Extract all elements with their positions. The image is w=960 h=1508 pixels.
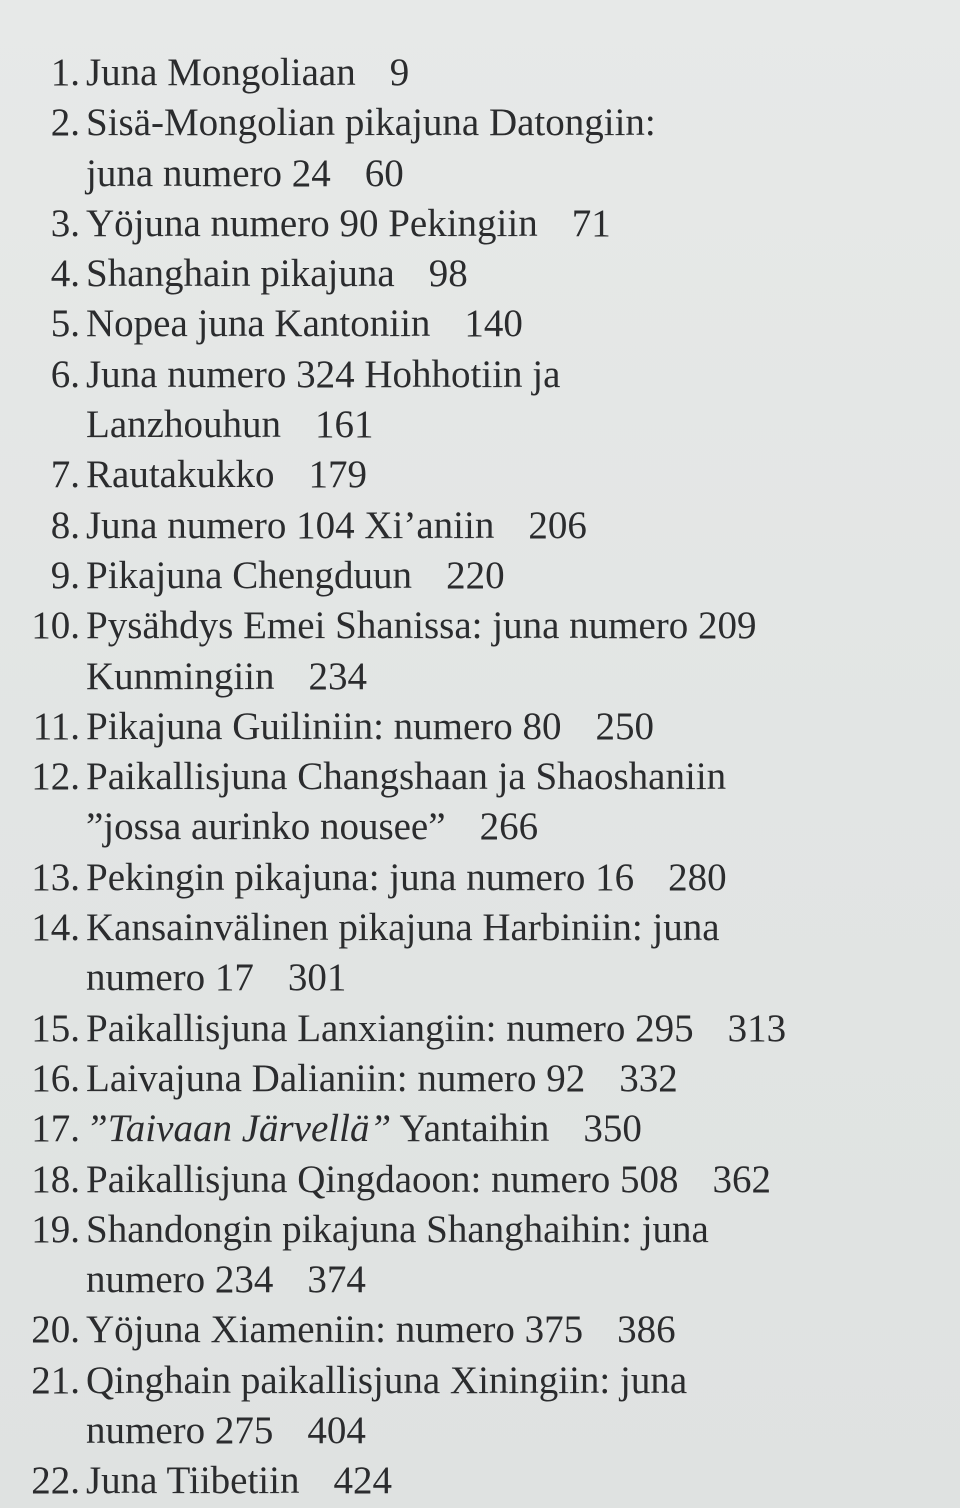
page-number: 71 <box>571 201 611 245</box>
entry-number: 9. <box>50 553 80 597</box>
entry-title: Shandongin pikajuna Shanghaihin: juna <box>86 1207 709 1251</box>
entry-title: Qinghain paikallisjuna Xiningiin: juna <box>86 1358 688 1402</box>
entry-number: 20. <box>31 1308 80 1352</box>
entry-title: Rautakukko <box>86 453 275 497</box>
entry-number: 3. <box>50 201 80 245</box>
entry-title-italic: ”Taivaan Järvellä” <box>86 1107 392 1151</box>
entry-number: 1. <box>50 51 80 94</box>
page-number: 234 <box>308 654 368 698</box>
toc-entry-21 <box>0 1356 960 1457</box>
entry-title: Nopea juna Kantoniin <box>86 302 431 346</box>
entry-number: 17. <box>31 1107 80 1151</box>
entry-title: Juna Mongoliaan <box>86 51 356 94</box>
page-number: 161 <box>314 403 374 447</box>
entry-title: Shanghain pikajuna <box>86 252 395 296</box>
entry-number: 14. <box>31 906 80 950</box>
page-number: 350 <box>583 1107 642 1151</box>
entry-title-continued: juna numero 24 <box>86 151 331 195</box>
toc-entry-3 <box>0 199 960 249</box>
page-number: 206 <box>528 503 587 547</box>
page-number: 9 <box>389 51 410 94</box>
entry-title: Juna numero 324 Hohhotiin ja <box>86 352 561 396</box>
page-number: 280 <box>668 855 727 899</box>
page-number: 404 <box>307 1409 366 1453</box>
entry-number: 12. <box>31 755 80 799</box>
page-number: 220 <box>446 553 505 597</box>
page-number: 60 <box>364 151 404 195</box>
entry-title: Pikajuna Guiliniin: numero 80 <box>86 704 562 748</box>
entry-title: Yantaihin <box>399 1107 550 1151</box>
toc-entry-1 <box>0 48 960 98</box>
toc-entry-4 <box>0 249 960 299</box>
entry-title-continued: numero 234 <box>86 1258 274 1302</box>
toc-entry-13 <box>0 853 960 903</box>
toc-entry-10 <box>0 601 960 702</box>
entry-number: 13. <box>31 855 80 899</box>
entry-number: 10. <box>31 604 80 648</box>
entry-title: Pekingin pikajuna: juna numero 16 <box>86 855 635 899</box>
entry-title: Juna numero 104 Xi’aniin <box>86 503 495 547</box>
toc-entry-14 <box>0 903 960 1004</box>
page-number: 179 <box>308 453 367 497</box>
entry-title: Pikajuna Chengduun <box>86 553 413 597</box>
entry-title: Yöjuna numero 90 Pekingiin <box>86 201 538 245</box>
toc-entry-18 <box>0 1155 960 1205</box>
toc-entry-8 <box>0 501 960 551</box>
toc-entry-12 <box>0 752 960 853</box>
entry-title: Paikallisjuna Changshaan ja Shaoshaniin <box>86 755 727 799</box>
entry-number: 19. <box>31 1207 80 1251</box>
entry-number: 6. <box>50 352 80 396</box>
entry-number: 18. <box>31 1157 80 1201</box>
entry-number: 11. <box>32 704 80 748</box>
entry-title: Kansainvälinen pikajuna Harbiniin: juna <box>86 906 720 950</box>
table-of-contents <box>0 48 960 1507</box>
toc-entry-7 <box>0 450 960 500</box>
page-number: 386 <box>617 1308 676 1352</box>
toc-entry-17 <box>0 1104 960 1154</box>
entry-title-continued: numero 275 <box>86 1409 274 1453</box>
entry-number: 21. <box>31 1358 80 1402</box>
entry-title-continued: Lanzhouhun <box>86 403 281 447</box>
entry-title: Laivajuna Dalianiin: numero 92 <box>86 1056 586 1100</box>
entry-title: Yöjuna Xiameniin: numero 375 <box>86 1308 584 1352</box>
page-number: 313 <box>727 1006 787 1050</box>
toc-entry-5 <box>0 299 960 349</box>
toc-entry-2 <box>0 98 960 199</box>
page-number: 98 <box>428 252 468 296</box>
toc-entry-20 <box>0 1305 960 1355</box>
entry-number: 16. <box>31 1056 80 1100</box>
page-number: 362 <box>712 1157 772 1201</box>
page-number: 374 <box>307 1258 366 1302</box>
toc-entry-19 <box>0 1205 960 1306</box>
entry-title: Paikallisjuna Lanxiangiin: numero 295 <box>86 1006 694 1050</box>
entry-number: 8. <box>50 503 80 547</box>
entry-number: 22. <box>31 1459 80 1503</box>
entry-title-continued: numero 17 <box>86 956 254 1000</box>
entry-title: Sisä-Mongolian pikajuna Datongiin: <box>86 101 656 145</box>
page-number: 250 <box>595 704 655 748</box>
entry-number: 4. <box>50 252 80 296</box>
toc-entry-9 <box>0 551 960 601</box>
page-number: 332 <box>619 1056 678 1100</box>
entry-title: Paikallisjuna Qingdaoon: numero 508 <box>86 1157 679 1201</box>
entry-title: Pysähdys Emei Shanissa: juna numero 209 <box>86 604 757 648</box>
entry-number: 7. <box>50 453 80 497</box>
entry-number: 2. <box>50 101 80 145</box>
entry-number: 5. <box>50 302 80 346</box>
entry-title-continued: ”jossa aurinko nousee” <box>86 805 446 849</box>
entry-title-continued: Kunmingiin <box>86 654 275 698</box>
toc-entry-15 <box>0 1004 960 1054</box>
toc-entry-22 <box>0 1456 960 1506</box>
page-number: 140 <box>464 302 523 346</box>
toc-entry-6 <box>0 350 960 451</box>
page-number: 424 <box>333 1459 392 1503</box>
entry-title: Juna Tiibetiin <box>86 1459 300 1503</box>
entry-number: 15. <box>31 1006 80 1050</box>
toc-entry-16 <box>0 1054 960 1104</box>
page-number: 266 <box>479 805 539 849</box>
toc-entry-11 <box>0 702 960 752</box>
page-number: 301 <box>287 956 347 1000</box>
